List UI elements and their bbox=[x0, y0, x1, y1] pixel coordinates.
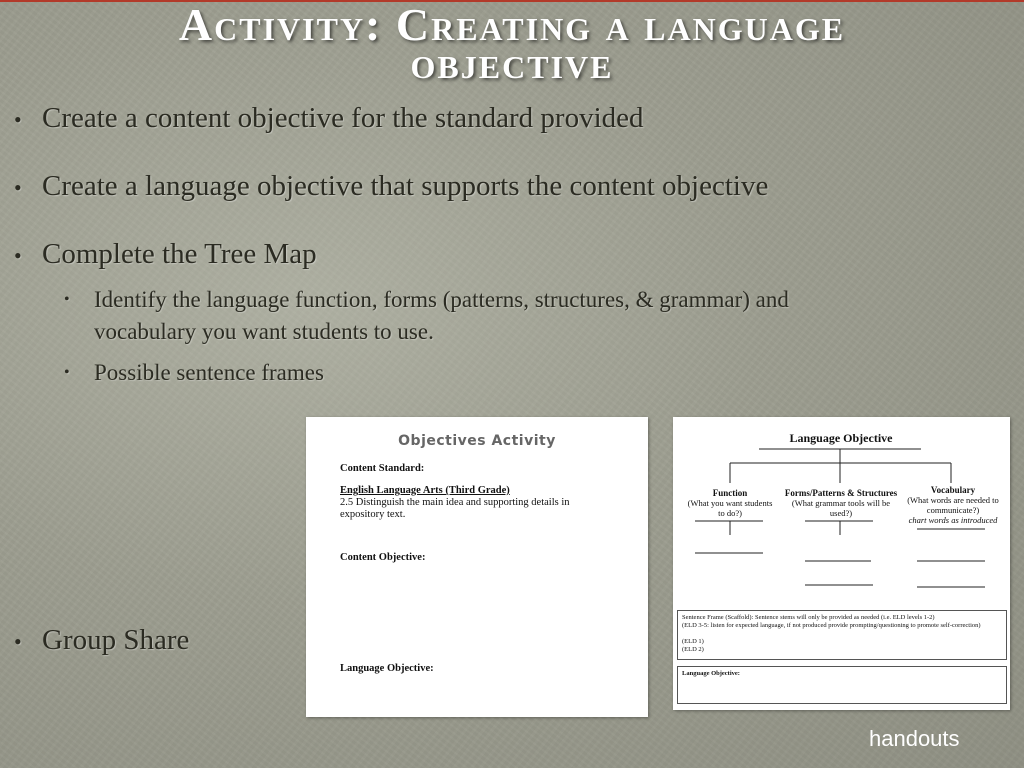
column-line2: used?) bbox=[829, 508, 853, 518]
language-objective-box bbox=[677, 666, 1007, 704]
slide-title-line2: objective bbox=[410, 37, 614, 88]
language-objective-box-label: Language Objective: bbox=[682, 670, 740, 677]
sub-bullet-text-line1: Identify the language function, forms (patterns, structures, & grammar) and bbox=[94, 287, 789, 312]
bullet-text: Complete the Tree Map bbox=[42, 238, 317, 270]
eld2-label: (ELD 2) bbox=[682, 646, 704, 653]
bullet-language-objective bbox=[14, 170, 769, 203]
content-objective-label: Content Objective: bbox=[340, 552, 426, 563]
standard-heading: English Language Arts (Third Grade) bbox=[340, 485, 510, 496]
handouts-label: handouts bbox=[869, 726, 960, 751]
sub-bullet-dot: • bbox=[64, 364, 70, 381]
language-objective-tree-map-handout bbox=[673, 417, 1010, 710]
sub-bullet-text: Possible sentence frames bbox=[94, 360, 324, 385]
bullet-text: Create a content objective for the standard provided bbox=[42, 102, 644, 134]
eld1-label: (ELD 1) bbox=[682, 638, 704, 645]
column-line3: chart words as introduced bbox=[908, 515, 998, 525]
tree-map-column-function bbox=[685, 488, 775, 518]
sentence-frame-box bbox=[677, 610, 1007, 660]
tree-map-column-forms bbox=[781, 488, 901, 518]
bullet-tree-map bbox=[14, 238, 317, 271]
sub-bullet-sentence-frames bbox=[64, 357, 324, 389]
standard-text-line2: expository text. bbox=[340, 509, 406, 520]
column-heading: Vocabulary bbox=[930, 485, 976, 495]
bullet-dot: • bbox=[14, 175, 22, 200]
sub-bullet-identify bbox=[64, 284, 994, 348]
objectives-activity-handout bbox=[306, 417, 648, 717]
tree-map-column-vocabulary bbox=[901, 485, 1005, 525]
frame-line2: (ELD 3-5: listen for expected language, if not produced provide prompting/questioning to promote self-correction) bbox=[682, 622, 981, 629]
column-line2: to do?) bbox=[718, 508, 742, 518]
bullet-dot: • bbox=[14, 629, 22, 654]
slide-title-line1: Activity: Creating a language bbox=[178, 0, 846, 50]
column-line1: (What you want students bbox=[687, 498, 773, 508]
tree-map-title: Language Objective bbox=[789, 431, 893, 445]
column-line1: (What words are needed to bbox=[907, 495, 999, 505]
column-line2: communicate?) bbox=[926, 505, 980, 515]
bullet-group-share bbox=[14, 624, 190, 657]
standard-text-line1: 2.5 Distinguish the main idea and supporting details in bbox=[340, 497, 570, 508]
standard-text bbox=[340, 497, 600, 521]
bullet-content-objective bbox=[14, 102, 644, 135]
frame-line1: Sentence Frame (Scaffold): Sentence stems will only be provided as needed (i.e. ELD levels 1-2) bbox=[682, 614, 935, 621]
bullet-text: Create a language objective that supports the content objective bbox=[42, 170, 769, 202]
sub-bullet-dot: • bbox=[64, 291, 70, 308]
language-objective-label: Language Objective: bbox=[340, 663, 434, 674]
bullet-dot: • bbox=[14, 107, 22, 132]
content-standard-label: Content Standard: bbox=[340, 463, 425, 474]
column-heading: Function bbox=[712, 488, 748, 498]
sentence-frame-text bbox=[682, 614, 1002, 654]
column-line1: (What grammar tools will be bbox=[791, 498, 891, 508]
column-heading: Forms/Patterns & Structures bbox=[784, 488, 898, 498]
slide-title bbox=[40, 0, 984, 88]
bullet-text: Group Share bbox=[42, 624, 190, 656]
sub-bullet-text-line2: vocabulary you want students to use. bbox=[94, 319, 434, 344]
bullet-dot: • bbox=[14, 243, 22, 268]
handout-title: Objectives Activity bbox=[398, 433, 556, 449]
